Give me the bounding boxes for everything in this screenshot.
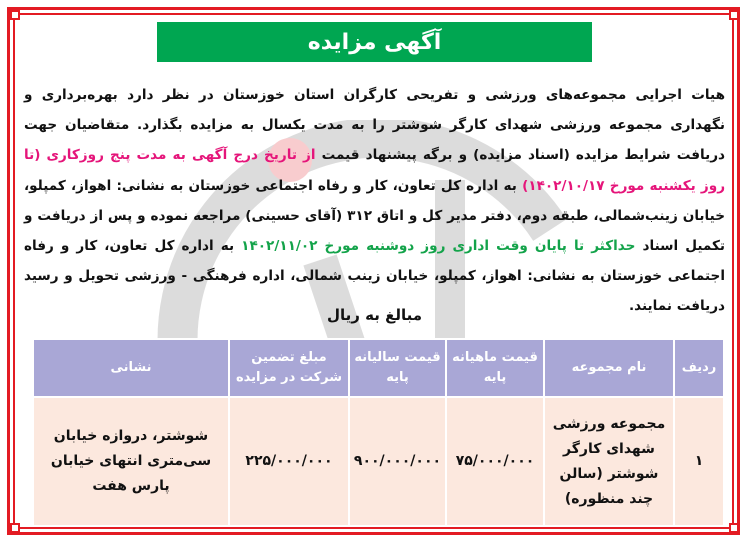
cell-deposit: ۲۲۵/۰۰۰/۰۰۰ [229,397,349,526]
body-text: هیات اجرایی مجموعه‌های ورزشی و تفریحی کارگران استان خوزستان در نظر دارد بهره‌برداری و نگهداری مجموعه ورزشی شهدای کارگر شوشتر را به مدت یکسال به مزایده بگذارد. متقاضیان جهت دریافت شرایط مزایده (اسناد مزایده) و برگه پیشنهاد قیمت [24,87,726,164]
body-text: به اداره کل تعاون، کار و رفاه اجتماعی خوزستان به نشانی: اهواز، کمپلو، خیابان زینب‌شمالی، طبقه دوم، دفتر مدیر کل و اتاق ۳۱۲ (آقای حسینی) مراجعه نموده و پس از دریافت و تکمیل اسناد [24,177,726,255]
cell-address: شوشتر، دروازه خیابان سی‌متری انتهای خیابان پارس هفت [33,397,229,526]
amount-unit-heading: مبالغ به ریال [326,306,422,324]
column-header: نام مجموعه [544,339,674,397]
cell-complex-name: مجموعه ورزشی شهدای کارگر شوشتر (سالن چند منظوره) [544,397,674,526]
submission-deadline: حداکثر تا پایان وقت اداری روز دوشنبه مورخ ۱۴۰۲/۱۱/۰۲ [241,238,636,255]
corner-ornament [729,10,739,20]
table-header-row [33,339,724,397]
column-header: نشانی [33,339,229,397]
cell-row-number: ۱ [674,397,724,526]
column-header: ردیف [674,339,724,397]
cell-yearly-price: ۹۰۰/۰۰۰/۰۰۰ [349,397,446,526]
corner-ornament [10,523,20,533]
document-deadline: از تاریخ درج آگهی به مدت پنج روزکاری (تا روز یکشنبه مورخ ۱۴۰۲/۱۰/۱۷) [24,147,726,194]
column-header: قیمت سالیانه پایه [349,339,446,397]
page-title: آگهی مزایده [157,22,592,62]
column-header: مبلغ تضمین شرکت در مزایده [229,339,349,397]
table-row [33,397,724,526]
column-header: قیمت ماهیانه پایه [446,339,544,397]
body-text: به اداره کل تعاون، کار و رفاه اجتماعی خوزستان به نشانی: اهواز، کمپلو، خیابان زینب شمالی، اداره فرهنگی - ورزشی تحویل و رسید دریافت نمایند. [24,238,725,315]
notice-body [24,80,725,322]
cell-monthly-price: ۷۵/۰۰۰/۰۰۰ [446,397,544,526]
auction-table [32,338,725,527]
corner-ornament [729,523,739,533]
corner-ornament [10,10,20,20]
